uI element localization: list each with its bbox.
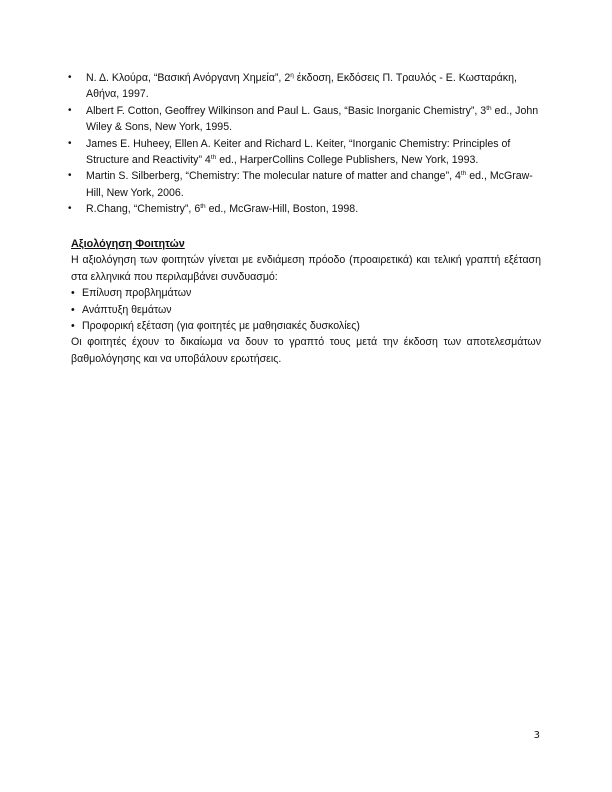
bullet-icon: • <box>71 287 75 300</box>
bullet-icon: • <box>68 104 72 116</box>
list-item-text: Επίλυση προβλημάτων <box>82 287 192 300</box>
assessment-section <box>71 236 541 367</box>
bullet-icon: • <box>71 320 75 333</box>
reference-text: Martin S. Silberberg, “Chemistry: The molecular nature of matter and change”, 4 <box>86 170 461 183</box>
assessment-intro: Η αξιολόγηση των φοιτητών γίνεται με ενδιάμεση πρόοδο (προαιρετικά) και τελική γραπτή εξέταση στα ελληνικά που περιλαμβάνει συνδυασμό: <box>71 254 541 283</box>
superscript: th <box>200 203 206 211</box>
reference-item <box>66 201 546 217</box>
assessment-closing: Οι φοιτητές έχουν το δικαίωμα να δουν το γραπτό τους μετά την έκδοση των αποτελεσμάτων βαθμολόγησης και να υποβάλουν ερωτήσεις. <box>71 336 541 365</box>
reference-text-cont: ed., McGraw-Hill, Boston, 1998. <box>205 203 359 216</box>
list-item-text: Προφορική εξέταση (για φοιτητές με μαθησιακές δυσκολίες) <box>82 320 360 333</box>
reference-text: R.Chang, “Chemistry”, 6 <box>86 203 201 216</box>
section-heading: Αξιολόγηση Φοιτητών <box>71 238 185 250</box>
reference-text-cont: ed., John Wiley & Sons, New York, 1995. <box>86 104 539 134</box>
reference-text-cont: ed., McGraw-Hill, New York, 2006. <box>86 170 533 199</box>
reference-text: Ν. Δ. Κλούρα, “Βασική Ανόργανη Χημεία”, 2 <box>86 72 291 84</box>
reference-text: James E. Huheey, Ellen A. Keiter and Richard L. Keiter, “Inorganic Chemistry: Principles of Structure and Reactivity” 4 <box>86 137 511 167</box>
bullet-icon: • <box>68 72 72 83</box>
list-item-text: Ανάπτυξη θεμάτων <box>82 303 172 316</box>
reference-text-cont: έκδοση, Εκδόσεις Π. Τραυλός - Ε. Κωσταράκη, Αθήνα, 1997. <box>86 72 517 101</box>
reference-item <box>66 168 546 201</box>
superscript: η <box>290 72 294 79</box>
reference-text-cont: ed., HarperCollins College Publishers, New York, 1993. <box>216 154 479 167</box>
superscript: th <box>460 170 467 178</box>
bullet-icon: • <box>68 203 72 215</box>
reference-text: Albert F. Cotton, Geoffrey Wilkinson and Paul L. Gaus, “Basic Inorganic Chemistry”, 3 <box>86 104 487 117</box>
superscript: th <box>486 104 492 112</box>
reference-item <box>66 70 546 103</box>
list-item <box>71 285 541 301</box>
list-item <box>71 302 541 318</box>
bullet-icon: • <box>68 137 72 149</box>
page-number: 3 <box>533 730 540 741</box>
bullet-icon: • <box>68 170 72 182</box>
list-item <box>71 318 541 334</box>
reference-item <box>66 136 546 169</box>
reference-item <box>66 103 546 136</box>
bullet-icon: • <box>71 303 75 316</box>
reference-list <box>66 70 546 218</box>
superscript: th <box>210 154 217 162</box>
assessment-list <box>71 285 541 334</box>
